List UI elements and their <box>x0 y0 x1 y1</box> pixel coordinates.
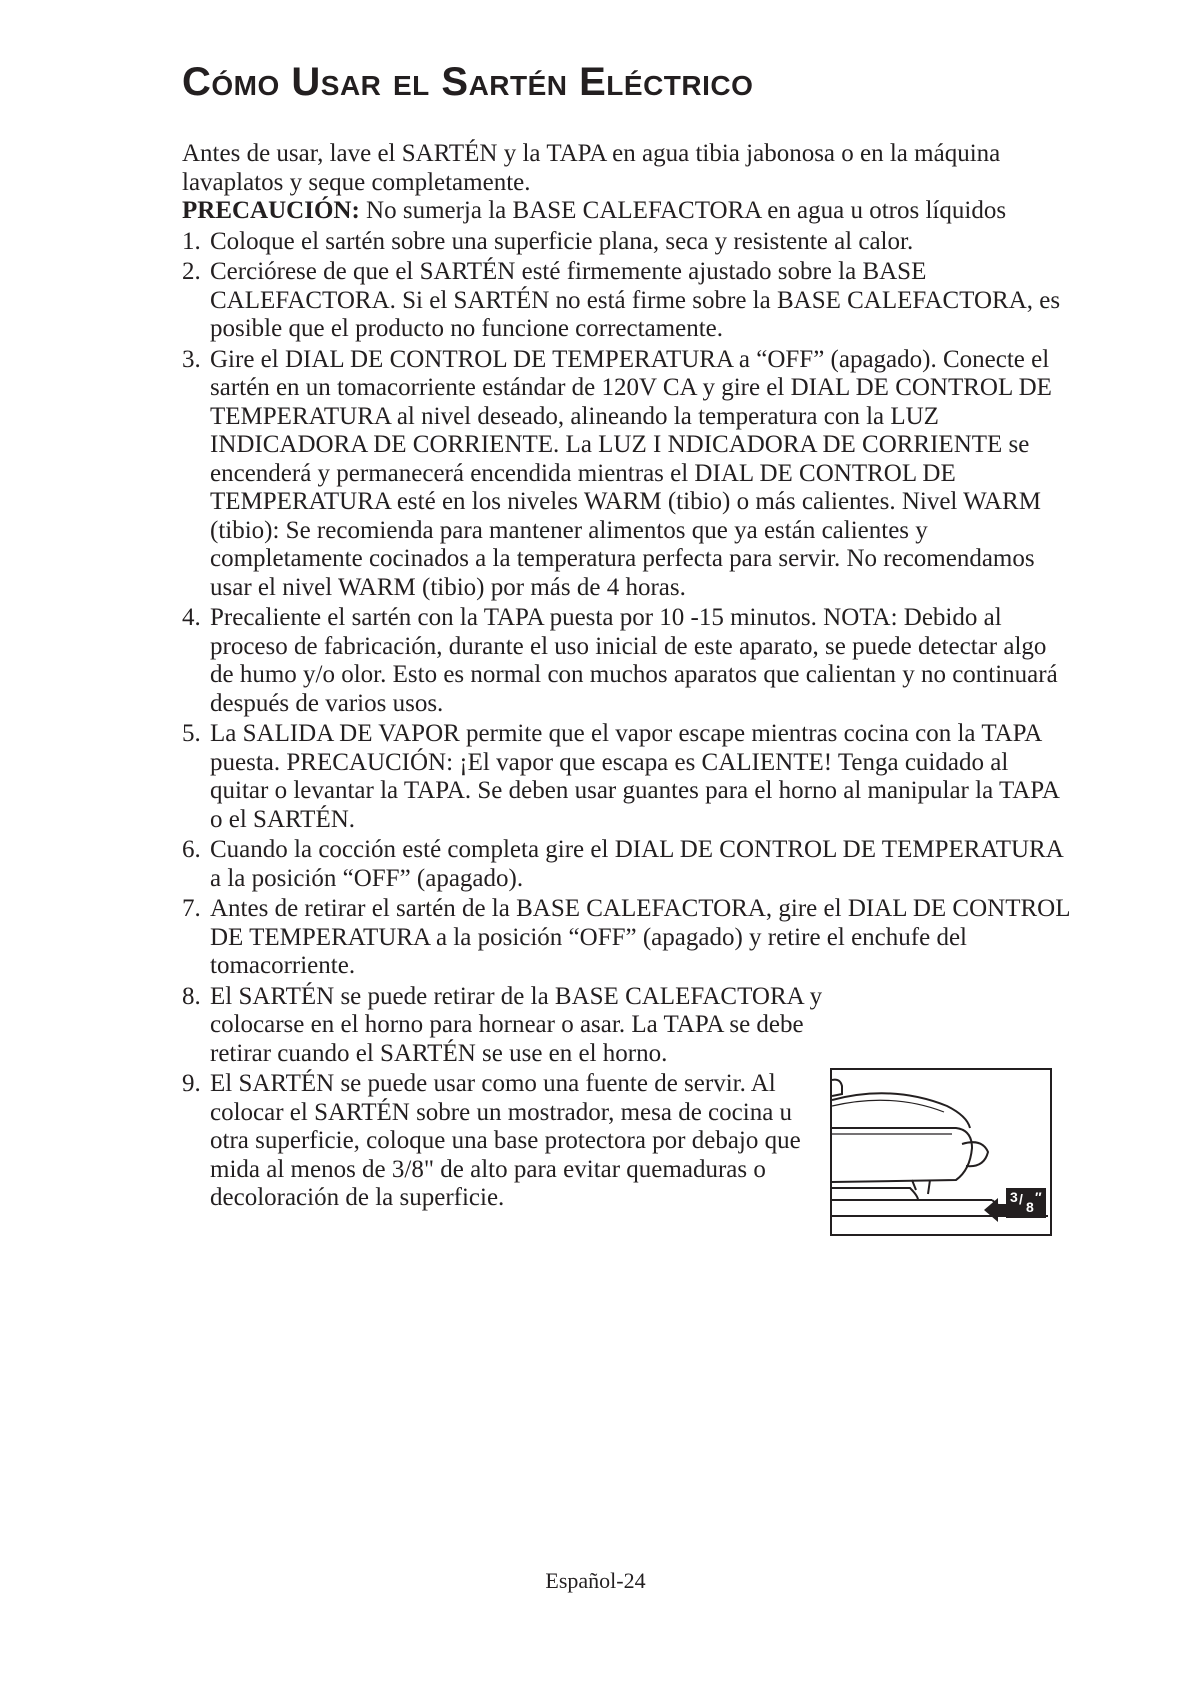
height-label-numerator: 3 <box>1010 1189 1018 1205</box>
list-item <box>182 836 1072 893</box>
page-footer: Español-24 <box>545 1568 646 1593</box>
list-item <box>182 983 1072 1069</box>
list-item <box>182 720 1072 834</box>
caution-label: PRECAUCIÓN: <box>182 197 360 224</box>
list-item <box>182 604 1072 718</box>
step-number: 8. <box>182 982 201 1010</box>
step-number: 6. <box>182 836 201 863</box>
caution-text: No sumerja la BASE CALEFACTORA en agua u otros líquidos <box>359 197 1007 224</box>
step-number: 7. <box>182 895 201 922</box>
pan-body-outline <box>832 1128 972 1182</box>
caution-paragraph <box>182 197 1072 226</box>
steps-list <box>182 228 1072 1213</box>
step-number: 2. <box>182 258 201 285</box>
height-label-slash: / <box>1019 1191 1023 1207</box>
step-text: Antes de retirar el sartén de la BASE CALEFACTORA, gire el DIAL DE CONTROL DE TEMPERATURA a la posición “OFF” (apagado) y retire el enchufe del tomacorriente. <box>210 895 1070 979</box>
step-text: El SARTÉN se puede usar como una fuente de servir. Al colocar el SARTÉN sobre un mostrador, mesa de cocina u otra superficie, coloque una base protectora por debajo que mida al menos de 3/8" de alto para evitar quemaduras o decoloración de la superficie. <box>210 1070 801 1211</box>
step-text: Cuando la cocción esté completa gire el DIAL DE CONTROL DE TEMPERATURA a la posición “OFF” (apagado). <box>210 836 1063 892</box>
page-title: Cómo Usar el Sartén Eléctrico <box>182 60 754 104</box>
lid-inner-line <box>832 1100 944 1112</box>
step-text: Precaliente el sartén con la TAPA puesta por 10 -15 minutos. NOTA: Debido al proceso de fabricación, durante el uso inicial de este aparato, se puede detectar algo de humo y/o olor. Esto es normal con muchos aparatos que calientan y no continuará después de varios usos. <box>210 604 1058 717</box>
step-text: Coloque el sartén sobre una superficie plana, seca y resistente al calor. <box>210 227 914 255</box>
skillet-illustration <box>832 1070 1050 1234</box>
side-handle-shape <box>962 1142 988 1166</box>
height-label-denominator: 8 <box>1026 1199 1034 1215</box>
intro-paragraph: Antes de usar, lave el SARTÉN y la TAPA en agua tibia jabonosa o en la máquina lavaplatos y seque completamente. <box>182 140 1001 196</box>
step-number: 9. <box>182 1070 201 1097</box>
lid-handle-shape <box>832 1080 842 1096</box>
arrow-left-icon <box>984 1198 1008 1222</box>
step-number: 3. <box>182 345 201 373</box>
pan-foot-line <box>832 1188 918 1200</box>
lid-outline <box>832 1093 970 1128</box>
list-item <box>182 258 1072 344</box>
step-text: La SALIDA DE VAPOR permite que el vapor escape mientras cocina con la TAPA puesta. PRECAUCIÓN: ¡El vapor que escapa es CALIENTE! Tenga cuidado al quitar o levantar la TAPA. Se deben usar guantes para el horno al manipular la TAPA o el SARTÉN. <box>210 720 1059 833</box>
list-item <box>182 346 1072 603</box>
list-item <box>182 895 1072 981</box>
list-item <box>182 228 1072 257</box>
height-label-inch-mark: ″ <box>1035 1189 1042 1205</box>
step-number: 1. <box>182 227 201 255</box>
step-number: 4. <box>182 604 201 631</box>
step-text: Cerciórese de que el SARTÉN esté firmemente ajustado sobre la BASE CALEFACTORA. Si el SARTÉN no está firme sobre la BASE CALEFACTORA, es posible que el producto no funcione correctamente. <box>210 258 1061 342</box>
instructions-body <box>182 140 1072 1213</box>
skillet-height-diagram <box>830 1068 1052 1236</box>
step-text: Gire el DIAL DE CONTROL DE TEMPERATURA a “OFF” (apagado). Conecte el sartén en un tomacorriente estándar de 120V CA y gire el DIAL DE CONTROL DE TEMPERATURA al nivel deseado, alineando la temperatura con la LUZ INDICADORA DE CORRIENTE. La LUZ I NDICADORA DE CORRIENTE se encenderá y permanecerá encendida mientras el DIAL DE CONTROL DE TEMPERATURA esté en los niveles WARM (tibio) o más calientes. Nivel WARM (tibio): Se recomienda para mantener alimentos que ya están calientes y completamente cocinados a la temperatura perfecta para servir. No recomendamos usar el nivel WARM (tibio) por más de 4 horas. <box>210 345 1052 601</box>
step-number: 5. <box>182 720 201 747</box>
step-text: El SARTÉN se puede retirar de la BASE CALEFACTORA y colocarse en el horno para hornear o asar. La TAPA se debe retirar cuando el SARTÉN se use en el horno. <box>210 982 823 1067</box>
